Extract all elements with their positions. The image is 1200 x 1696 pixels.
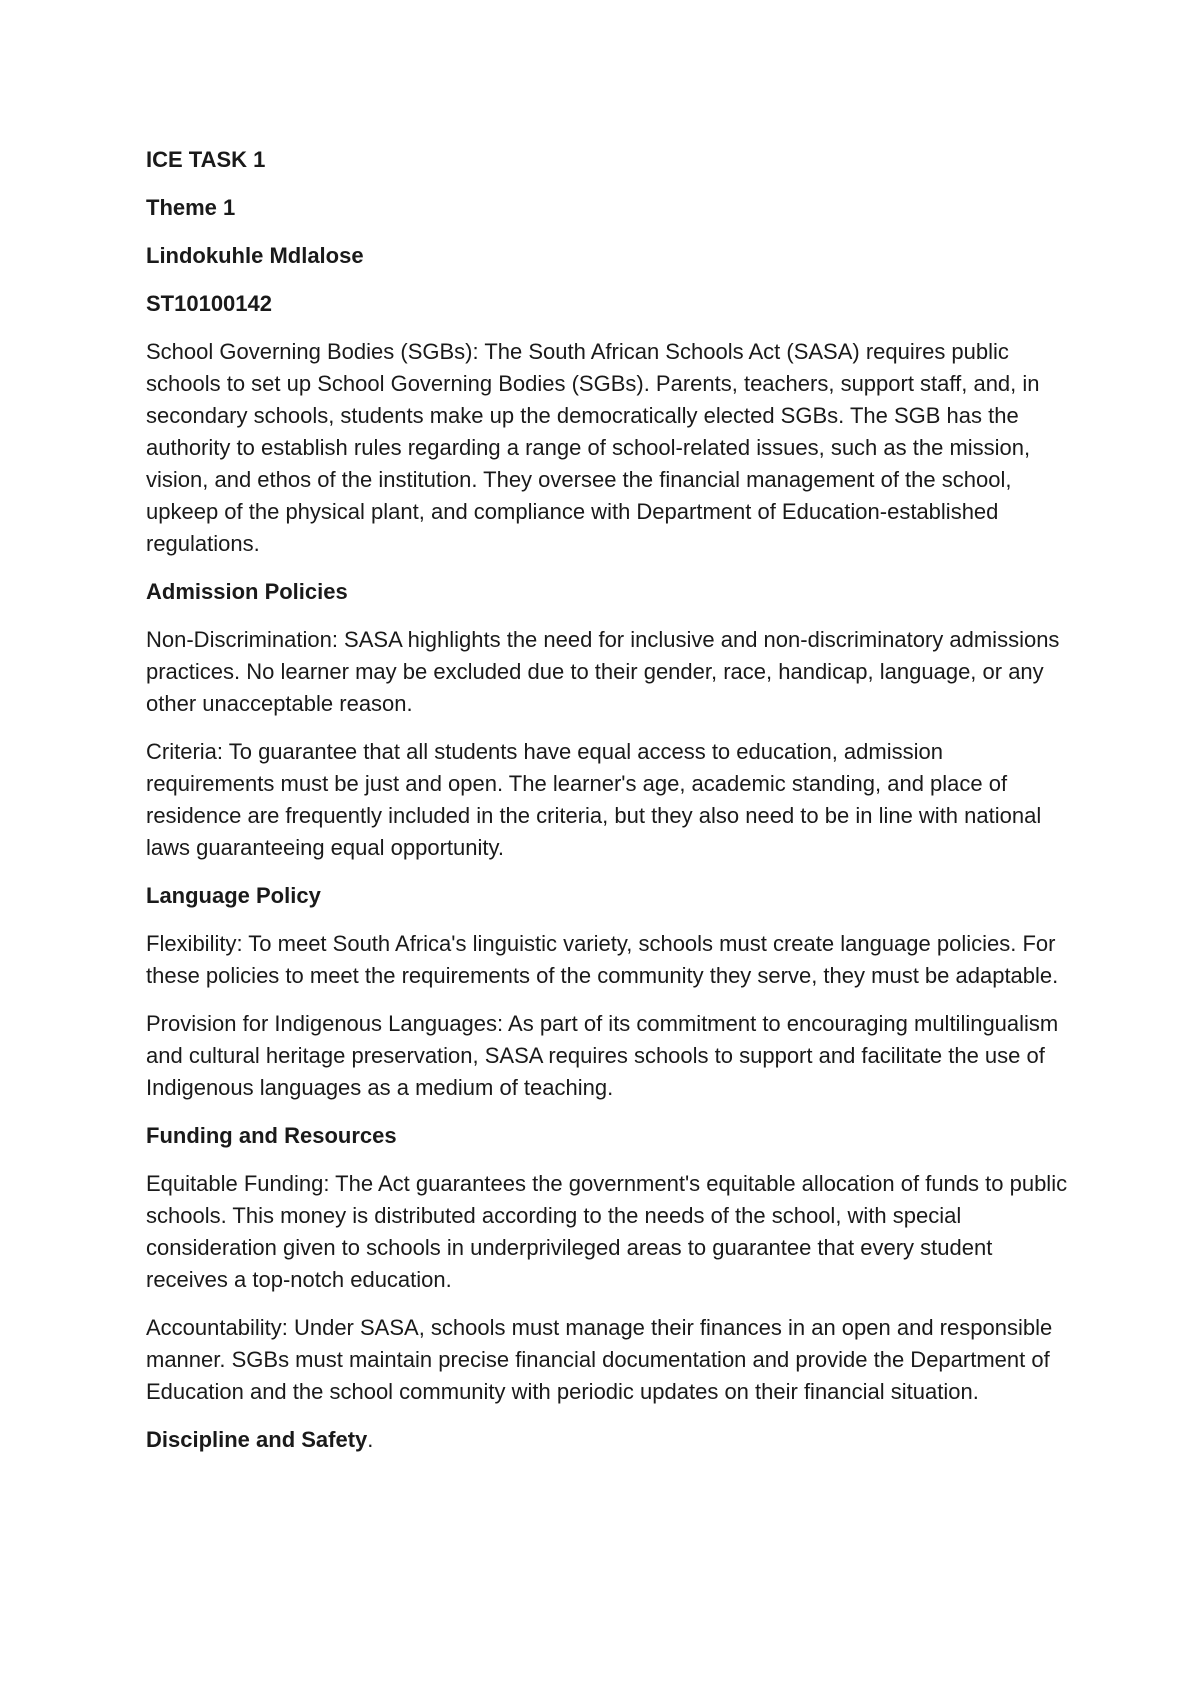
task-title: ICE TASK 1 (146, 147, 266, 172)
paragraph-equitable-funding: Equitable Funding: The Act guarantees the government's equitable allocation of funds to public schools. This money is distributed according to the needs of the school, with special consideration given to schools in underprivileged areas to guarantee that every student receives a top-notch education. (146, 1171, 1068, 1292)
document-body (146, 144, 1076, 1472)
section-heading-discipline: Discipline and Safety (146, 1427, 368, 1452)
section-heading-discipline-wrap (146, 1424, 1076, 1456)
heading-trailing-period: . (367, 1427, 374, 1452)
paragraph-indigenous-languages: Provision for Indigenous Languages: As part of its commitment to encouraging multilingualism and cultural heritage preservation, SASA requires schools to support and facilitate the use of Indigenous languages as a medium of teaching. (146, 1011, 1059, 1100)
intro-paragraph: School Governing Bodies (SGBs): The South African Schools Act (SASA) requires public schools to set up School Governing Bodies (SGBs). Parents, teachers, support staff, and, in secondary schools, students make up the democratically elected SGBs. The SGB has the authority to establish rules regarding a range of school-related issues, such as the mission, vision, and ethos of the institution. They oversee the financial management of the school, upkeep of the physical plant, and compliance with Department of Education-established regulations. (146, 339, 1040, 556)
paragraph-flexibility: Flexibility: To meet South Africa's linguistic variety, schools must create language policies. For these policies to meet the requirements of the community they serve, they must be adaptable. (146, 931, 1059, 988)
student-number: ST10100142 (146, 291, 272, 316)
author-name: Lindokuhle Mdlalose (146, 243, 364, 268)
paragraph-non-discrimination: Non-Discrimination: SASA highlights the need for inclusive and non-discriminatory admissions practices. No learner may be excluded due to their gender, race, handicap, language, or any other unacceptable reason. (146, 627, 1060, 716)
paragraph-accountability: Accountability: Under SASA, schools must manage their finances in an open and responsible manner. SGBs must maintain precise financial documentation and provide the Department of Education and the school community with periodic updates on their financial situation. (146, 1315, 1053, 1404)
paragraph-criteria: Criteria: To guarantee that all students have equal access to education, admission requirements must be just and open. The learner's age, academic standing, and place of residence are frequently included in the criteria, but they also need to be in line with national laws guaranteeing equal opportunity. (146, 739, 1042, 860)
section-heading-language: Language Policy (146, 883, 321, 908)
section-heading-funding: Funding and Resources (146, 1123, 397, 1148)
section-heading-admission: Admission Policies (146, 579, 348, 604)
theme-title: Theme 1 (146, 195, 236, 220)
